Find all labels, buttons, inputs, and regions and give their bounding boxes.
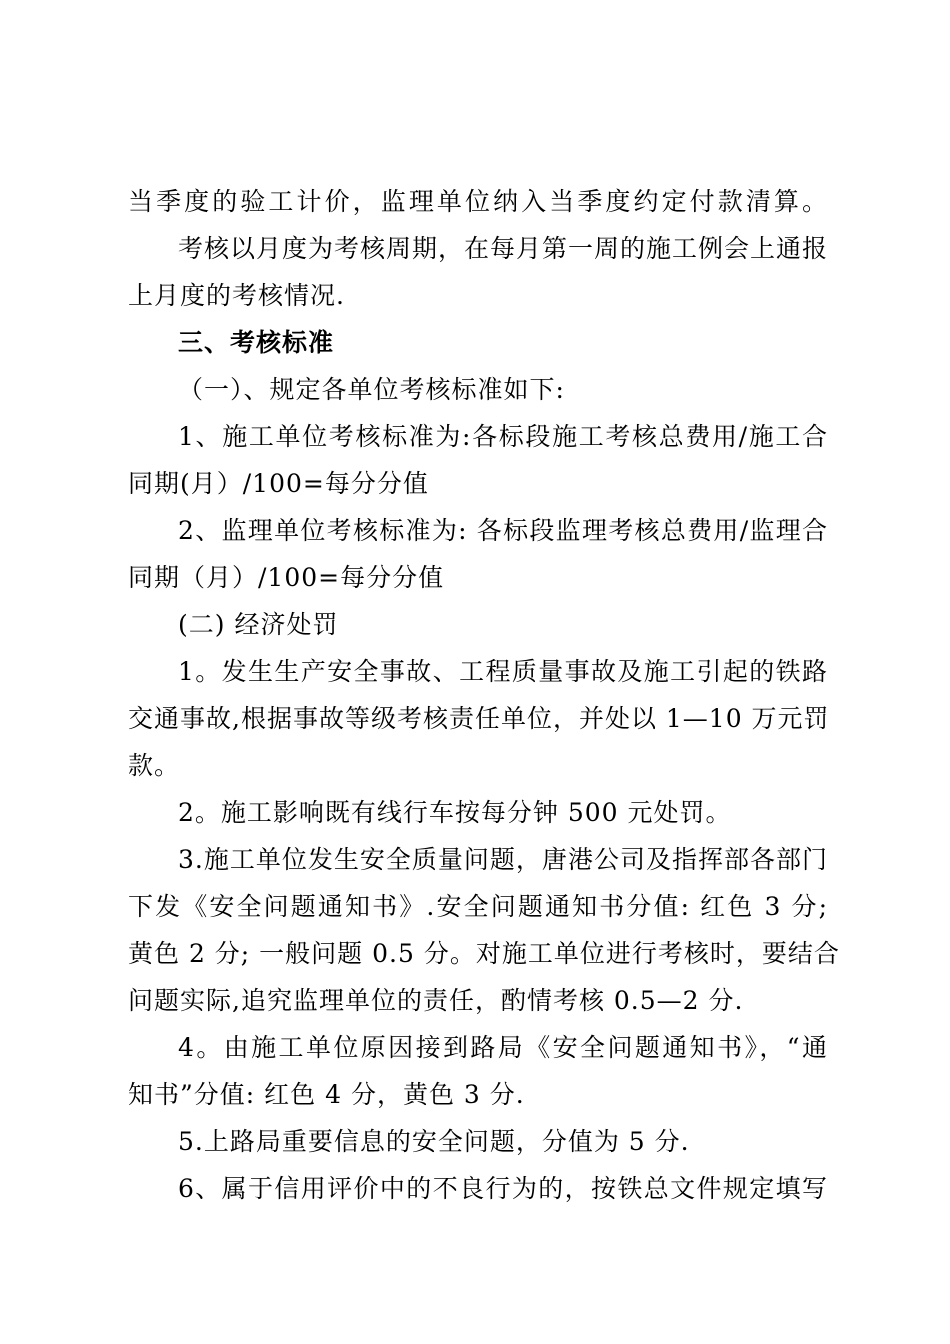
paragraph-line: 知书”分值: 红色 4 分，黄色 3 分. xyxy=(128,1080,525,1109)
paragraph-line: 下发《安全问题通知书》.安全问题通知书分值: 红色 3 分; xyxy=(128,892,828,921)
paragraph-line: 款。 xyxy=(128,751,181,780)
paragraph-line: 上月度的考核情况. xyxy=(128,281,345,310)
paragraph-line: 2。施工影响既有线行车按每分钟 500 元处罚。 xyxy=(178,798,732,827)
paragraph-line: 3.施工单位发生安全质量问题，唐港公司及指挥部各部门 xyxy=(178,845,828,874)
subsection-heading: （一）、规定各单位考核标准如下: xyxy=(178,375,565,404)
paragraph-line: 6、属于信用评价中的不良行为的，按铁总文件规定填写 xyxy=(178,1174,828,1203)
paragraph-line: 2、监理单位考核标准为: 各标段监理考核总费用/监理合 xyxy=(178,516,828,545)
paragraph-line: 黄色 2 分; 一般问题 0.5 分。对施工单位进行考核时，要结合 xyxy=(128,939,840,968)
paragraph-line: 考核以月度为考核周期，在每月第一周的施工例会上通报 xyxy=(178,234,829,263)
subsection-heading: (二) 经济处罚 xyxy=(178,610,339,639)
paragraph-line: 4。由施工单位原因接到路局《安全问题通知书》，“通 xyxy=(178,1033,828,1062)
section-heading: 三、考核标准 xyxy=(178,328,335,357)
paragraph-line: 当季度的验工计价，监理单位纳入当季度约定付款清算。 xyxy=(128,187,828,216)
paragraph-line: 同期(月）/100=每分分值 xyxy=(128,469,429,498)
paragraph-line: 交通事故,根据事故等级考核责任单位，并处以 1—10 万元罚 xyxy=(128,704,830,733)
paragraph-line: 5.上路局重要信息的安全问题，分值为 5 分. xyxy=(178,1127,690,1156)
paragraph-line: 问题实际,追究监理单位的责任，酌情考核 0.5—2 分. xyxy=(128,986,744,1015)
paragraph-line: 1。发生生产安全事故、工程质量事故及施工引起的铁路 xyxy=(178,657,828,686)
paragraph-line: 同期（月）/100=每分分值 xyxy=(128,563,445,592)
paragraph-line: 1、施工单位考核标准为:各标段施工考核总费用/施工合 xyxy=(178,422,828,451)
